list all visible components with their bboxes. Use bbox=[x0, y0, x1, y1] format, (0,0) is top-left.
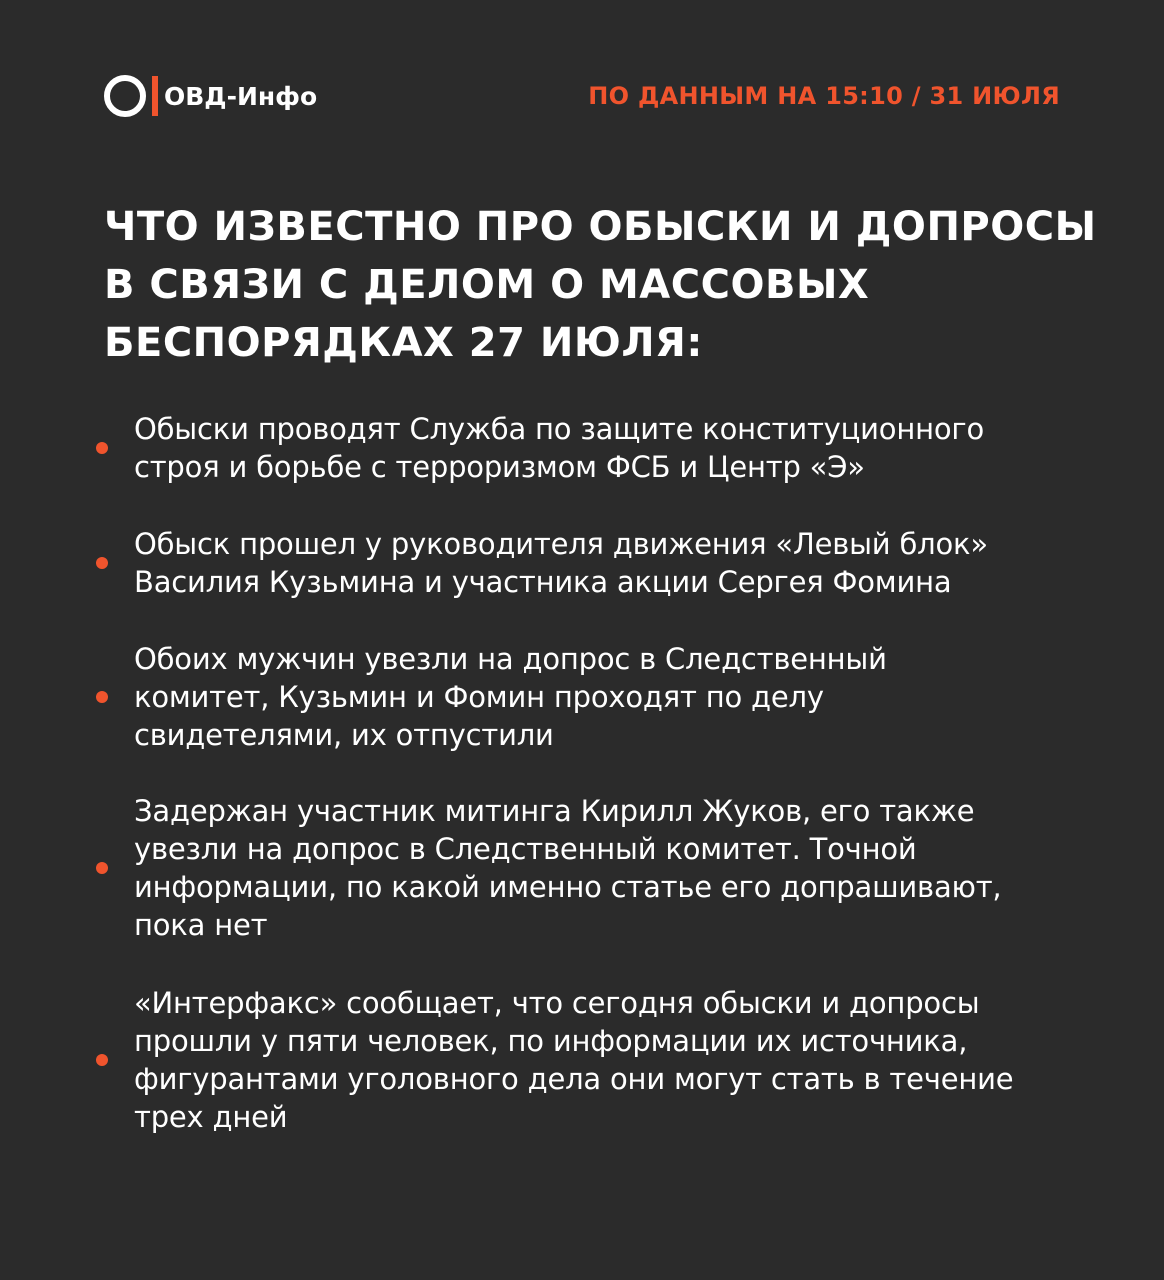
bullet-text bbox=[134, 984, 1074, 1136]
bullet-text bbox=[134, 792, 1074, 944]
bullet-item bbox=[96, 640, 1096, 754]
bullet-line: Задержан участник митинга Кирилл Жуков, его также bbox=[134, 794, 975, 828]
bullet-item bbox=[96, 525, 1096, 601]
headline bbox=[104, 198, 1097, 372]
bullet-line: «Интерфакс» сообщает, что сегодня обыски и допросы bbox=[134, 986, 980, 1020]
logo-ring-icon bbox=[104, 75, 146, 117]
bullet-dot-icon bbox=[96, 691, 108, 703]
headline-line: БЕСПОРЯДКАХ 27 ИЮЛЯ: bbox=[104, 320, 703, 366]
header bbox=[104, 72, 1060, 120]
bullet-dot-icon bbox=[96, 442, 108, 454]
bullet-line: пока нет bbox=[134, 908, 268, 942]
bullet-line: прошли у пяти человек, по информации их источника, bbox=[134, 1024, 968, 1058]
bullet-item bbox=[96, 792, 1096, 944]
bullet-line: комитет, Кузьмин и Фомин проходят по делу bbox=[134, 680, 824, 714]
bullet-dot-icon bbox=[96, 557, 108, 569]
bullet-line: трех дней bbox=[134, 1100, 288, 1134]
bullet-dot-icon bbox=[96, 862, 108, 874]
bullet-text bbox=[134, 410, 1074, 486]
bullet-line: информации, по какой именно статье его допрашивают, bbox=[134, 870, 1002, 904]
bullet-line: Обыски проводят Служба по защите конституционного bbox=[134, 412, 984, 446]
bullet-line: фигурантами уголовного дела они могут стать в течение bbox=[134, 1062, 1014, 1096]
timestamp: ПО ДАННЫМ НА 15:10 / 31 ИЮЛЯ bbox=[588, 82, 1060, 110]
bullet-line: Василия Кузьмина и участника акции Сергея Фомина bbox=[134, 565, 952, 599]
logo-bar-icon bbox=[152, 76, 158, 116]
bullet-text bbox=[134, 640, 1074, 754]
bullet-item bbox=[96, 984, 1096, 1136]
headline-line: ЧТО ИЗВЕСТНО ПРО ОБЫСКИ И ДОПРОСЫ bbox=[104, 204, 1097, 250]
headline-line: В СВЯЗИ С ДЕЛОМ О МАССОВЫХ bbox=[104, 262, 870, 308]
logo bbox=[104, 75, 317, 117]
bullet-line: свидетелями, их отпустили bbox=[134, 718, 554, 752]
bullet-line: увезли на допрос в Следственный комитет. Точной bbox=[134, 832, 917, 866]
logo-text: ОВД-Инфо bbox=[164, 81, 318, 111]
bullet-line: строя и борьбе с терроризмом ФСБ и Центр «Э» bbox=[134, 450, 865, 484]
bullet-line: Обоих мужчин увезли на допрос в Следственный bbox=[134, 642, 887, 676]
bullet-text bbox=[134, 525, 1074, 601]
bullet-item bbox=[96, 410, 1096, 486]
bullet-line: Обыск прошел у руководителя движения «Левый блок» bbox=[134, 527, 988, 561]
bullet-dot-icon bbox=[96, 1054, 108, 1066]
